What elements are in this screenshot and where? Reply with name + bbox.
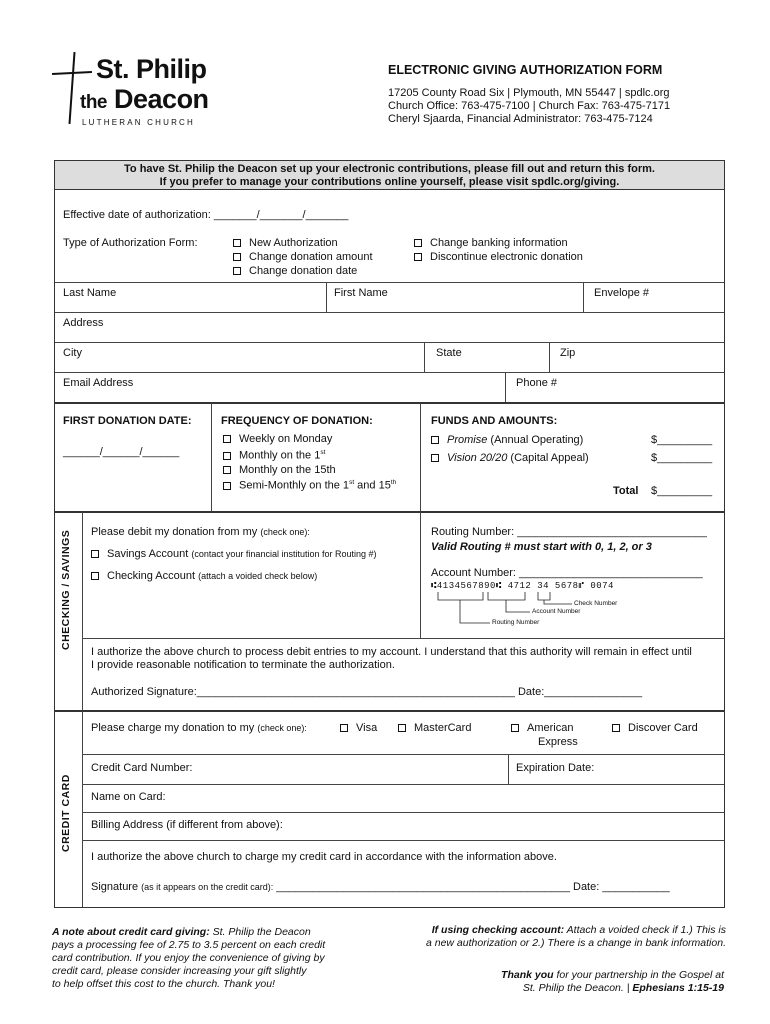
divider: [82, 638, 724, 639]
checkbox-icon[interactable]: [398, 724, 406, 732]
divider: [55, 372, 724, 373]
banner-line1: To have St. Philip the Deacon set up your electronic contributions, please fill out and return this form.: [124, 163, 655, 175]
option-note: (attach a voided check below): [198, 571, 318, 581]
logo-deacon: Deacon: [114, 84, 209, 114]
account-number-caption: Account Number: [532, 608, 581, 615]
city-field[interactable]: City: [63, 347, 82, 359]
divider: [549, 342, 550, 372]
phone-field[interactable]: Phone #: [516, 377, 557, 389]
checkbox-icon[interactable]: [223, 482, 231, 490]
effective-date-field[interactable]: Effective date of authorization: _______/_______/_______: [63, 209, 349, 221]
checkbox-icon[interactable]: [511, 724, 519, 732]
promise-amount-field[interactable]: $_________: [651, 434, 713, 446]
checkbox-icon[interactable]: [91, 550, 99, 558]
checkbox-icon[interactable]: [431, 454, 439, 462]
fund-desc: (Annual Operating): [487, 434, 584, 446]
check-bracket: [538, 592, 550, 600]
freq-monthly-1st[interactable]: [223, 449, 325, 462]
divider: [82, 754, 724, 755]
thank-you-note: [501, 969, 724, 995]
option-label: Weekly on Monday: [239, 433, 333, 445]
account-bracket: [488, 592, 525, 600]
last-name-field[interactable]: Last Name: [63, 287, 117, 299]
divider: [55, 402, 724, 404]
checkbox-icon[interactable]: [431, 436, 439, 444]
charge-label: [91, 722, 307, 734]
divider: [420, 512, 421, 638]
option-label: New Authorization: [249, 237, 338, 249]
option-new-authorization[interactable]: [233, 237, 338, 249]
first-donation-label: FIRST DONATION DATE:: [63, 415, 192, 427]
option-change-date[interactable]: [233, 265, 357, 277]
option-label: Savings Account: [107, 548, 189, 560]
freq-weekly[interactable]: [223, 433, 332, 445]
checking-option[interactable]: [91, 570, 317, 582]
checkbox-icon[interactable]: [414, 253, 422, 261]
micr-line: ⑆4134567890⑆ 4712 34 5678⑈ 0074: [431, 581, 614, 591]
charge-text: Please charge my donation to my: [91, 722, 255, 734]
card-signature-field[interactable]: [91, 881, 670, 893]
debit-authorization-line2: I provide reasonable notification to terminate the authorization.: [91, 659, 395, 671]
account-number-field[interactable]: Account Number: ______________________________: [431, 567, 703, 579]
check-one: (check one):: [257, 723, 307, 733]
option-change-banking[interactable]: [414, 237, 568, 249]
card-discover[interactable]: [612, 722, 698, 734]
sup: st: [320, 449, 326, 456]
note-text: St. Philip the Deacon: [209, 926, 311, 938]
note-text: pays a processing fee of 2.75 to 3.5 percent on each credit: [52, 939, 326, 951]
email-field[interactable]: Email Address: [63, 377, 134, 389]
envelope-field[interactable]: Envelope #: [594, 287, 650, 299]
option-label: Change banking information: [430, 237, 568, 249]
valid-routing-note: Valid Routing # must start with 0, 1, 2, or 3: [431, 541, 652, 553]
option-label: American: [527, 722, 574, 734]
routing-leader: [460, 600, 490, 623]
address-field[interactable]: Address: [63, 317, 104, 329]
check-one: (check one):: [260, 527, 310, 537]
total-label: Total: [613, 485, 639, 497]
checkbox-icon[interactable]: [612, 724, 620, 732]
debit-label: [91, 526, 310, 538]
option-label: Change donation date: [249, 265, 358, 277]
savings-option[interactable]: [91, 548, 377, 560]
billing-address-field[interactable]: Billing Address (if different from above):: [91, 819, 283, 831]
note-text: credit card, please consider increasing your gift slightly: [52, 965, 307, 977]
credit-card-side-label: CREDIT CARD: [60, 774, 72, 852]
option-discontinue[interactable]: [414, 251, 583, 263]
option-label: MasterCard: [414, 722, 472, 734]
divider: [82, 784, 724, 785]
logo-line1: St. Philip: [96, 54, 207, 84]
checkbox-icon[interactable]: [223, 435, 231, 443]
note-text: Attach a voided check if 1.) This is: [564, 924, 726, 936]
form-title: ELECTRONIC GIVING AUTHORIZATION FORM: [388, 63, 663, 77]
option-label: Change donation amount: [249, 251, 373, 263]
divider: [82, 512, 83, 710]
divider: [82, 711, 83, 907]
option-label: and 15: [354, 479, 391, 492]
divider: [424, 342, 425, 372]
card-amex[interactable]: [511, 722, 573, 734]
note-text: a new authorization or 2.) There is a change in bank information.: [425, 937, 726, 949]
expiration-date-field[interactable]: Expiration Date:: [516, 762, 595, 774]
freq-semi-monthly[interactable]: [223, 479, 396, 492]
banner-line2: If you prefer to manage your contributions online yourself, please visit spdlc.org/giving.: [159, 176, 620, 188]
note-text: for your partnership in the Gospel at: [553, 969, 724, 981]
logo-the: the: [80, 92, 107, 113]
checkbox-icon[interactable]: [233, 267, 241, 275]
routing-bracket: [438, 592, 483, 600]
card-mastercard[interactable]: [398, 722, 471, 734]
church-phones: Church Office: 763-475-7100 | Church Fax: 763-475-7171: [388, 100, 671, 112]
option-label: Visa: [356, 722, 378, 734]
logo-line2: [80, 84, 209, 115]
checkbox-icon[interactable]: [233, 239, 241, 247]
routing-number-caption: Routing Number: [492, 619, 540, 626]
checkbox-icon[interactable]: [91, 572, 99, 580]
total-amount-field[interactable]: $_________: [651, 485, 713, 497]
option-label: Monthly on the 15th: [239, 464, 336, 476]
option-label: Monthly on the 1: [239, 449, 321, 462]
divider: [508, 754, 509, 784]
church-logo: [46, 50, 226, 140]
note-heading: A note about credit card giving:: [52, 926, 210, 938]
option-label: Discover Card: [628, 722, 698, 734]
instructions-banner: [55, 161, 724, 190]
debit-authorization-line1: I authorize the above church to process debit entries to my account. I understand that this authority will remain in effect until: [91, 646, 692, 658]
checking-account-note: [426, 924, 726, 950]
divider: [55, 282, 724, 283]
fund-promise[interactable]: [431, 434, 583, 446]
signature-blank: ________________________________________________ Date: ___________: [273, 881, 670, 893]
note-text: to help offset this cost to the church. Thank you!: [52, 978, 275, 990]
financial-admin: Cheryl Sjaarda, Financial Administrator: 763-475-7124: [388, 113, 653, 125]
logo-subtitle: LUTHERAN CHURCH: [82, 118, 196, 127]
divider: [82, 812, 724, 813]
checkbox-icon[interactable]: [223, 466, 231, 474]
auth-type-label: Type of Authorization Form:: [63, 237, 198, 249]
signature-note: (as it appears on the credit card):: [141, 882, 274, 892]
scripture-ref: Ephesians 1:15-19: [632, 982, 724, 994]
first-name-field[interactable]: First Name: [334, 287, 388, 299]
divider: [326, 282, 327, 312]
check-number-caption: Check Number: [574, 600, 618, 607]
signature-label: Signature: [91, 881, 139, 893]
church-address: 17205 County Road Six | Plymouth, MN 55447 | spdlc.org: [388, 87, 670, 99]
fund-vision[interactable]: [431, 452, 589, 464]
option-change-amount[interactable]: [233, 251, 373, 263]
freq-monthly-15th[interactable]: [223, 464, 336, 476]
thanks-heading: Thank you: [501, 969, 554, 981]
note-text: St. Philip the Deacon. |: [522, 982, 633, 994]
vision-amount-field[interactable]: $_________: [651, 452, 713, 464]
divider: [211, 403, 212, 511]
state-field[interactable]: State: [436, 347, 462, 359]
note-heading: If using checking account:: [431, 924, 565, 936]
checkbox-icon[interactable]: [223, 452, 231, 460]
divider: [82, 840, 724, 841]
divider: [55, 312, 724, 313]
card-visa[interactable]: [340, 722, 377, 734]
divider: [583, 282, 584, 312]
checkbox-icon[interactable]: [414, 239, 422, 247]
option-label: Semi-Monthly on the 1: [239, 479, 350, 492]
funds-label: FUNDS AND AMOUNTS:: [431, 415, 558, 427]
divider: [55, 511, 724, 513]
frequency-label: FREQUENCY OF DONATION:: [221, 415, 373, 427]
name-on-card-field[interactable]: Name on Card:: [91, 791, 166, 803]
option-label: Discontinue electronic donation: [430, 251, 583, 263]
checkbox-icon[interactable]: [340, 724, 348, 732]
check-leader: [544, 600, 572, 604]
divider: [55, 342, 724, 343]
card-authorization-text: I authorize the above church to charge my credit card in accordance with the information above.: [91, 851, 557, 863]
option-label: Checking Account: [107, 570, 196, 582]
card-amex-line2: Express: [538, 736, 578, 748]
divider: [505, 372, 506, 402]
card-number-field[interactable]: Credit Card Number:: [91, 762, 193, 774]
divider: [55, 710, 724, 712]
divider: [420, 403, 421, 511]
sup: th: [390, 479, 397, 486]
authorized-signature-field[interactable]: Authorized Signature:____________________________________________________ Date:________________: [91, 686, 643, 698]
sup: st: [349, 479, 355, 486]
checkbox-icon[interactable]: [233, 253, 241, 261]
note-text: card contribution. If you enjoy the convenience of giving by: [52, 952, 325, 964]
cross-icon: [68, 52, 75, 124]
account-leader: [506, 600, 530, 612]
credit-card-note: [52, 926, 325, 991]
first-donation-date-field[interactable]: ______/______/______: [63, 446, 180, 458]
debit-text: Please debit my donation from my: [91, 526, 258, 538]
fund-desc: (Capital Appeal): [507, 452, 589, 464]
fund-name: Vision 20/20: [447, 452, 508, 464]
zip-field[interactable]: Zip: [560, 347, 576, 359]
routing-number-field[interactable]: Routing Number: _______________________________: [431, 526, 707, 538]
option-note: (contact your financial institution for Routing #): [191, 549, 377, 559]
fund-name: Promise: [447, 434, 488, 446]
checking-savings-side-label: CHECKING / SAVINGS: [60, 529, 72, 650]
